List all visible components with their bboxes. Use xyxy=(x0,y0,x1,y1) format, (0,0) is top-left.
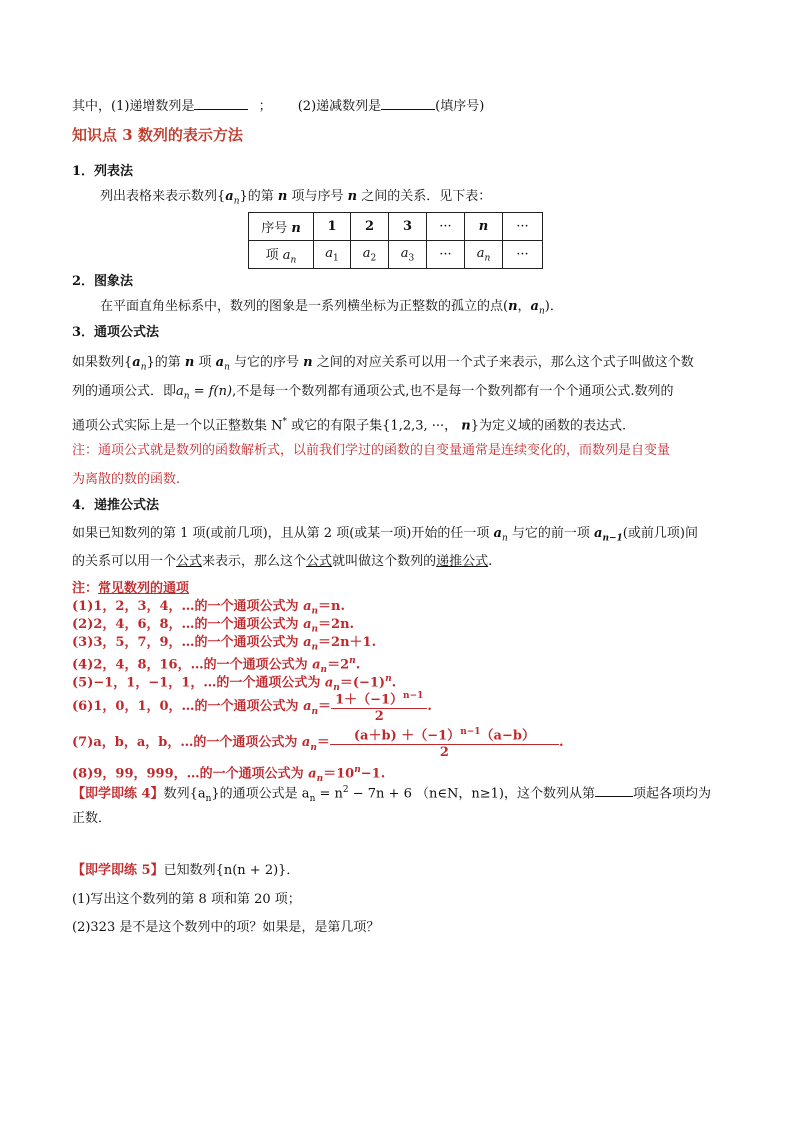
section-3-note-line-2: 为离散的数的函数. xyxy=(72,472,181,487)
table-cell: 3 xyxy=(389,213,427,241)
table-cell: 2 xyxy=(351,213,389,241)
common-sequences-title: 注：常见数列的通项 xyxy=(72,581,190,596)
sequence-table xyxy=(248,212,543,269)
exercise-4-line-2: 正数． xyxy=(72,811,112,826)
table-row xyxy=(249,241,543,269)
exercise-5-question-1: (1)写出这个数列的第 8 项和第 20 项； xyxy=(72,892,301,907)
section-2-title: 2．图象法 xyxy=(72,274,134,289)
section-1-title: 1．列表法 xyxy=(72,164,134,179)
answer-blank-1[interactable] xyxy=(194,97,248,110)
fraction: $\frac{(a+b) +(-1)^{n-1}(a-b)}{2}$ xyxy=(330,724,559,761)
section-3-title: 3．通项公式法 xyxy=(72,325,160,340)
table-cell: n xyxy=(465,213,503,241)
section-4-line-1: 如果已知数列的第 1 项(或前几项)，且从第 2 项(或某一项)开始的任一项 $a_n$ 与它的前一项 $a_{n-1}$(或前几项)间 xyxy=(72,526,698,544)
intro-prefix: 其中， xyxy=(72,99,112,114)
section-4-line-2: 的关系可以用一个公式来表示，那么这个公式就叫做这个数列的递推公式. xyxy=(72,554,493,569)
table-cell: $a_2$ xyxy=(351,241,389,269)
exercise-5-question-2: (2)323 是不是这个数列中的项？如果是，是第几项？ xyxy=(72,920,380,935)
intro-line xyxy=(72,97,484,116)
section-2-desc: 在平面直角坐标系中，数列的图象是一系列横坐标为正整数的孤立的点(n，$a_n$)． xyxy=(100,299,563,317)
section-1-desc: 列出表格来表示数列$\{a_n\}$的第 n 项与序号 n 之间的关系．见下表： xyxy=(100,189,492,207)
common-item-7: (7)a，b，a，b，…的一个通项公式为 $a_n=$ $\frac{(a+b) +(-1)^{n-1}(a-b)}{2}$ . xyxy=(72,724,563,761)
section-3-line-3: 通项公式实际上是一个以正整数集 N* 或它的有限子集{1,2,3, ···， n}为定义域的函数的表达式. xyxy=(72,417,627,434)
table-cell: $a_3$ xyxy=(389,241,427,269)
section-3-note-line-1: 注：通项公式就是数列的函数解析式，以前我们学过的函数的自变量通常是连续变化的，而数列是自变量 xyxy=(72,443,671,458)
common-item-6: (6)1，0，1，0，…的一个通项公式为 $a_n=$ $\frac{1+(-1)^{n-1}}{2}$ . xyxy=(72,688,432,725)
question-1-label: (1)递增数列是 xyxy=(111,99,195,114)
table-cell: ··· xyxy=(503,213,543,241)
fraction: $\frac{1+(-1)^{n-1}}{2}$ xyxy=(331,688,427,725)
section-4-title: 4．递推公式法 xyxy=(72,498,160,513)
common-item-8: (8)9，99，999，…的一个通项公式为 $a_n=10^n-1$. xyxy=(72,765,386,784)
common-item-1: (1)1，2，3，4，…的一个通项公式为 $a_n=n$. xyxy=(72,599,346,617)
table-cell: $a_n$ xyxy=(465,241,503,269)
common-item-5: (5)−1，1，−1，1，…的一个通项公式为 $a_n=(-1)^n$. xyxy=(72,674,397,693)
table-cell: $a_1$ xyxy=(314,241,351,269)
section-3-line-1: 如果数列$\{a_n\}$的第 n 项 $a_n$ 与它的序号 n 之间的对应关系可以用一个式子来表示，那么这个式子叫做这个数 xyxy=(72,355,694,373)
common-item-3: (3)3，5，7，9，…的一个通项公式为 $a_n=2n+1$. xyxy=(72,635,377,653)
table-cell: 序号 n xyxy=(249,213,314,241)
common-item-2: (2)2，4，6，8，…的一个通项公式为 $a_n=2n$. xyxy=(72,617,355,635)
fill-hint: (填序号) xyxy=(435,99,485,114)
table-cell: ··· xyxy=(427,213,465,241)
exercise-5-line-1: 【即学即练 5】已知数列{n(n + 2)}． xyxy=(72,863,300,878)
answer-blank-2[interactable] xyxy=(381,97,435,110)
table-cell: ··· xyxy=(427,241,465,269)
exercise-4-tag: 【即学即练 4】 xyxy=(72,786,164,802)
intro-separator: ； xyxy=(258,99,272,114)
table-cell: 1 xyxy=(314,213,351,241)
table-cell: 项 $a_n$ xyxy=(249,241,314,269)
exercise-4-line-1: 【即学即练 4】数列$\{a_n\}$的通项公式是 $a_n = n^2 - 7n + 6$ （n∈N，n≥1)，这个数列从第 项起各项均为 xyxy=(72,785,711,804)
table-cell: ··· xyxy=(503,241,543,269)
common-item-4: (4)2，4，8，16，…的一个通项公式为 $a_n=2^n$. xyxy=(72,656,361,675)
exercise-5-tag: 【即学即练 5】 xyxy=(72,863,164,878)
knowledge-point-title: 知识点 3 数列的表示方法 xyxy=(72,126,243,144)
section-3-line-2: 列的通项公式．即$a_n = f(n)$,不是每一个数列都有通项公式,也不是每一个数列都有一个个通项公式.数列的 xyxy=(72,384,674,402)
answer-blank-3[interactable] xyxy=(595,784,633,797)
table-row xyxy=(249,213,543,241)
question-2-label: (2)递减数列是 xyxy=(297,99,382,114)
